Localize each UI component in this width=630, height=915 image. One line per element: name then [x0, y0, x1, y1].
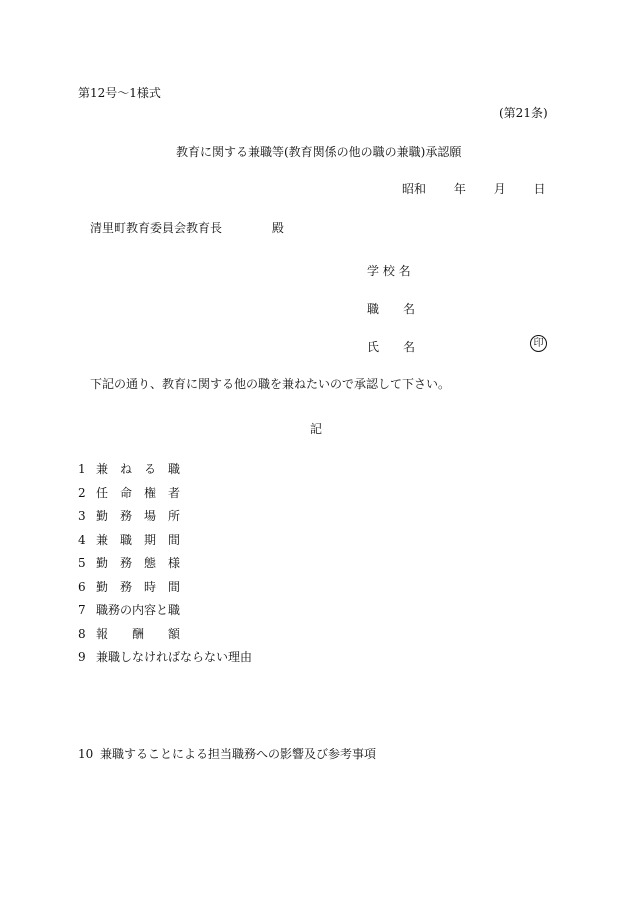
item-label: 任 命 権 者: [96, 486, 181, 500]
item-number: 2: [78, 486, 86, 500]
item-label: 勤 務 態 様: [96, 556, 181, 570]
item-number: 9: [78, 650, 86, 664]
request-statement: 下記の通り、教育に関する他の職を兼ねたいので承認して下さい。: [90, 377, 451, 391]
list-item: [78, 531, 180, 548]
date-line: [402, 180, 546, 197]
item-label: 兼 ね る 職: [96, 462, 181, 476]
ki-heading: 記: [310, 422, 323, 436]
list-item: [78, 625, 180, 642]
item-label: 兼職することによる担当職務への影響及び参考事項: [100, 747, 377, 761]
item-number: 5: [78, 556, 86, 570]
form-number: 第12号〜1様式: [78, 86, 161, 100]
addressee-honorific: 殿: [271, 221, 284, 235]
applicant-name-label: 氏 名: [367, 340, 416, 354]
item-number: 1: [78, 462, 86, 476]
item-number: 8: [78, 627, 86, 641]
article-reference: (第21条): [499, 106, 548, 120]
list-item: [78, 601, 180, 618]
item-label: 兼職しなければならない理由: [96, 650, 253, 664]
item-label: 勤 務 時 間: [96, 580, 181, 594]
document-title: 教育に関する兼職等(教育関係の他の職の兼職)承認願: [176, 145, 462, 159]
date-year-unit: 年: [453, 182, 466, 196]
list-item: [78, 554, 180, 571]
date-month-unit: 月: [493, 182, 506, 196]
item-number: 10: [78, 747, 94, 761]
list-item: [78, 648, 252, 665]
list-item: [78, 578, 180, 595]
seal-mark-icon: 印: [530, 335, 547, 352]
item-number: 7: [78, 603, 86, 617]
job-title-label: 職 名: [367, 302, 416, 316]
school-name-label: 学 校 名: [367, 264, 411, 278]
addressee: [90, 219, 284, 236]
addressee-name: 清里町教育委員会教育長: [90, 221, 223, 235]
date-day-unit: 日: [533, 182, 546, 196]
list-item: [78, 484, 180, 501]
item-label: 兼 職 期 間: [96, 533, 181, 547]
list-item: [78, 460, 180, 477]
item-number: 4: [78, 533, 86, 547]
item-label: 職務の内容と職: [96, 603, 181, 617]
list-item: [78, 745, 376, 762]
item-label: 勤 務 場 所: [96, 509, 181, 523]
item-number: 3: [78, 509, 86, 523]
item-label: 報 酬 額: [96, 627, 181, 641]
list-item: [78, 507, 180, 524]
item-number: 6: [78, 580, 86, 594]
date-era: 昭和: [402, 182, 427, 196]
